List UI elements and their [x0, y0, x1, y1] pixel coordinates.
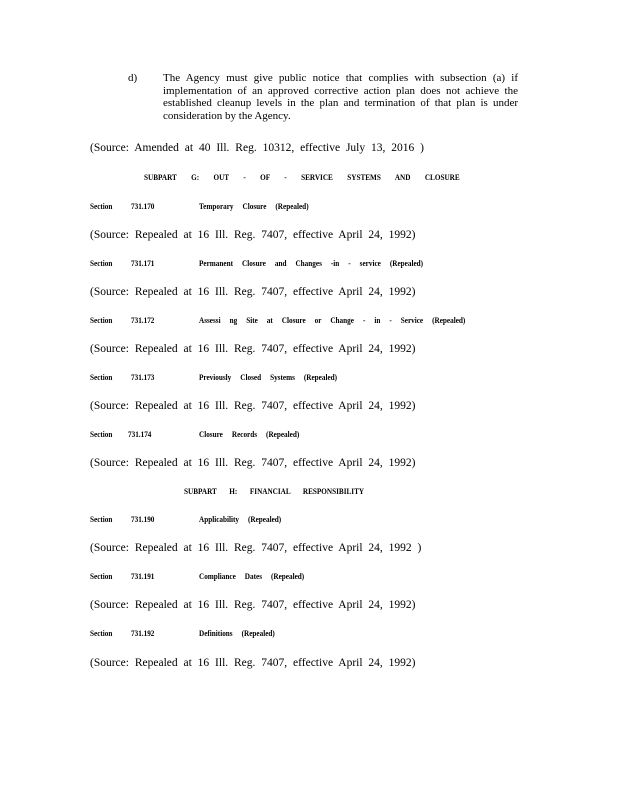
source-note: (Source: Repealed at 16 Ill. Reg. 7407, effective April 24, 1992): [90, 657, 416, 669]
section-word: Section: [90, 572, 113, 581]
section-title: Applicability (Repealed): [199, 515, 282, 524]
section-word: Section: [90, 430, 113, 439]
source-note: (Source: Repealed at 16 Ill. Reg. 7407, effective April 24, 1992): [90, 286, 416, 298]
section-number: 731.170: [131, 202, 155, 211]
section-word: Section: [90, 202, 113, 211]
source-note: (Source: Repealed at 16 Ill. Reg. 7407, effective April 24, 1992): [90, 457, 416, 469]
source-note: (Source: Repealed at 16 Ill. Reg. 7407, effective April 24, 1992): [90, 229, 416, 241]
section-title: Definitions (Repealed): [199, 629, 275, 638]
source-note: (Source: Repealed at 16 Ill. Reg. 7407, effective April 24, 1992 ): [90, 542, 422, 554]
subpart-g-heading: SUBPART G: OUT - OF - SERVICE SYSTEMS AND CLOSURE: [144, 173, 460, 182]
section-word: Section: [90, 629, 113, 638]
section-title: Temporary Closure (Repealed): [199, 202, 309, 211]
section-number: 731.191: [131, 572, 155, 581]
section-title: Closure Records (Repealed): [199, 430, 300, 439]
source-note: (Source: Repealed at 16 Ill. Reg. 7407, effective April 24, 1992): [90, 599, 416, 611]
section-number: 731.171: [131, 259, 155, 268]
paragraph-text: The Agency must give public notice that complies with subsection (a) if implementation of an approved corrective action plan does not achieve the established cleanup levels in the plan and termination of that plan is under consideration by the Agency.: [163, 72, 518, 122]
section-number: 731.173: [131, 373, 155, 382]
paragraph-marker: d): [128, 72, 138, 84]
section-word: Section: [90, 316, 113, 325]
section-word: Section: [90, 259, 113, 268]
section-title: Previously Closed Systems (Repealed): [199, 373, 338, 382]
section-word: Section: [90, 373, 113, 382]
subpart-h-heading: SUBPART H: FINANCIAL RESPONSIBILITY: [184, 487, 365, 496]
source-note: (Source: Repealed at 16 Ill. Reg. 7407, effective April 24, 1992): [90, 343, 416, 355]
source-note-amended: (Source: Amended at 40 Ill. Reg. 10312, effective July 13, 2016 ): [90, 142, 424, 154]
section-number: 731.174: [128, 430, 152, 439]
source-note: (Source: Repealed at 16 Ill. Reg. 7407, effective April 24, 1992): [90, 400, 416, 412]
section-word: Section: [90, 515, 113, 524]
section-number: 731.172: [131, 316, 155, 325]
section-title: Compliance Dates (Repealed): [199, 572, 305, 581]
section-number: 731.190: [131, 515, 155, 524]
section-number: 731.192: [131, 629, 155, 638]
section-title: Assessi ng Site at Closure or Change - in - Service (Repealed): [199, 316, 466, 325]
section-title: Permanent Closure and Changes -in - service (Repealed): [199, 259, 424, 268]
